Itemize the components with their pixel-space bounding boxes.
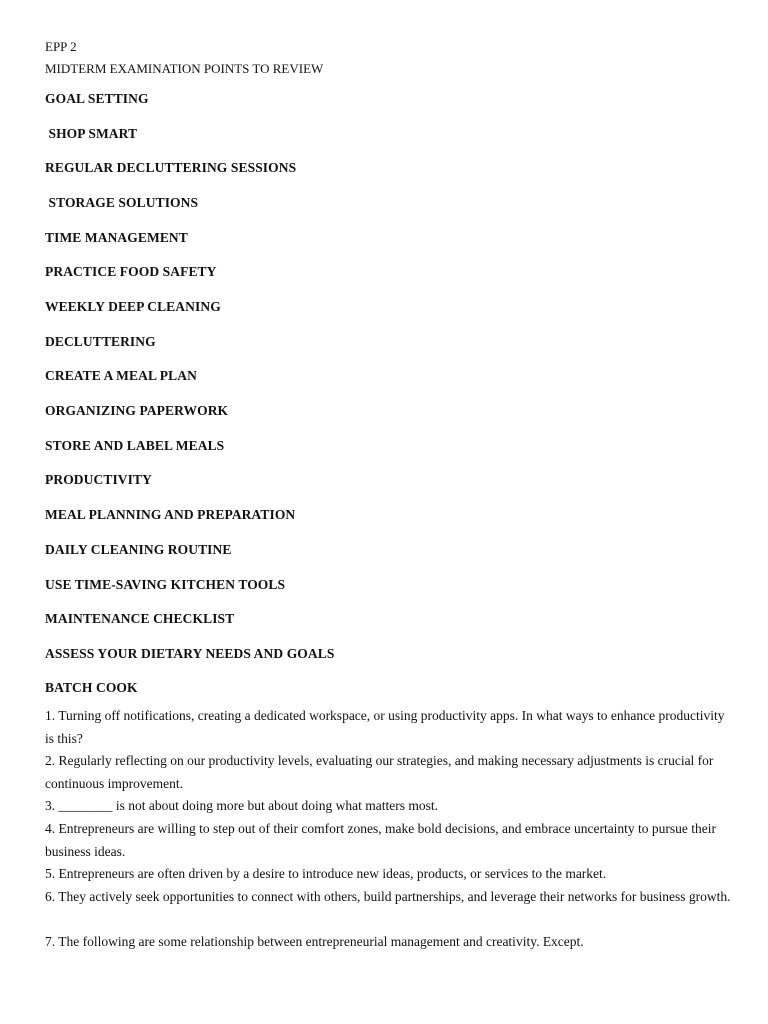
review-question: 6. They actively seek opportunities to connect with others, build partnerships, and leverage their networks for business growth. — [45, 889, 731, 904]
review-topic: PRODUCTIVITY — [45, 472, 152, 487]
subject-line: EPP 2 — [45, 39, 77, 54]
review-topic: ORGANIZING PAPERWORK — [45, 403, 229, 418]
review-topic: TIME MANAGEMENT — [45, 230, 188, 245]
review-topic: REGULAR DECLUTTERING SESSIONS — [45, 160, 297, 175]
review-topic: MAINTENANCE CHECKLIST — [45, 611, 235, 626]
review-topic: GOAL SETTING — [45, 91, 149, 106]
review-topic: DECLUTTERING — [45, 334, 156, 349]
review-topic: USE TIME-SAVING KITCHEN TOOLS — [45, 577, 286, 592]
review-topic: PRACTICE FOOD SAFETY — [45, 264, 217, 279]
review-topic: ASSESS YOUR DIETARY NEEDS AND GOALS — [45, 646, 335, 661]
review-topic: CREATE A MEAL PLAN — [45, 368, 197, 383]
review-topic: STORE AND LABEL MEALS — [45, 438, 225, 453]
review-question: 1. Turning off notifications, creating a dedicated workspace, or using productivity apps. In what ways to enhance productivity is this? — [45, 708, 725, 746]
review-question: 3. ________ is not about doing more but about doing what matters most. — [45, 798, 438, 813]
review-question: 4. Entrepreneurs are willing to step out of their comfort zones, make bold decisions, and embrace uncertainty to pursue their business ideas. — [45, 821, 717, 859]
review-topic: BATCH COOK — [45, 680, 138, 695]
review-topic: DAILY CLEANING ROUTINE — [45, 542, 232, 557]
review-question: 2. Regularly reflecting on our productivity levels, evaluating our strategies, and making necessary adjustments is crucial for continuous improvement. — [45, 753, 714, 791]
review-question: 7. The following are some relationship between entrepreneurial management and creativity. Except. — [45, 934, 584, 949]
review-topic: MEAL PLANNING AND PREPARATION — [45, 507, 296, 522]
review-topic: WEEKLY DEEP CLEANING — [45, 299, 221, 314]
document-heading: MIDTERM EXAMINATION POINTS TO REVIEW — [45, 61, 324, 76]
review-topic: SHOP SMART — [45, 126, 138, 141]
review-question: 5. Entrepreneurs are often driven by a desire to introduce new ideas, products, or services to the market. — [45, 866, 607, 881]
review-topic: STORAGE SOLUTIONS — [45, 195, 199, 210]
